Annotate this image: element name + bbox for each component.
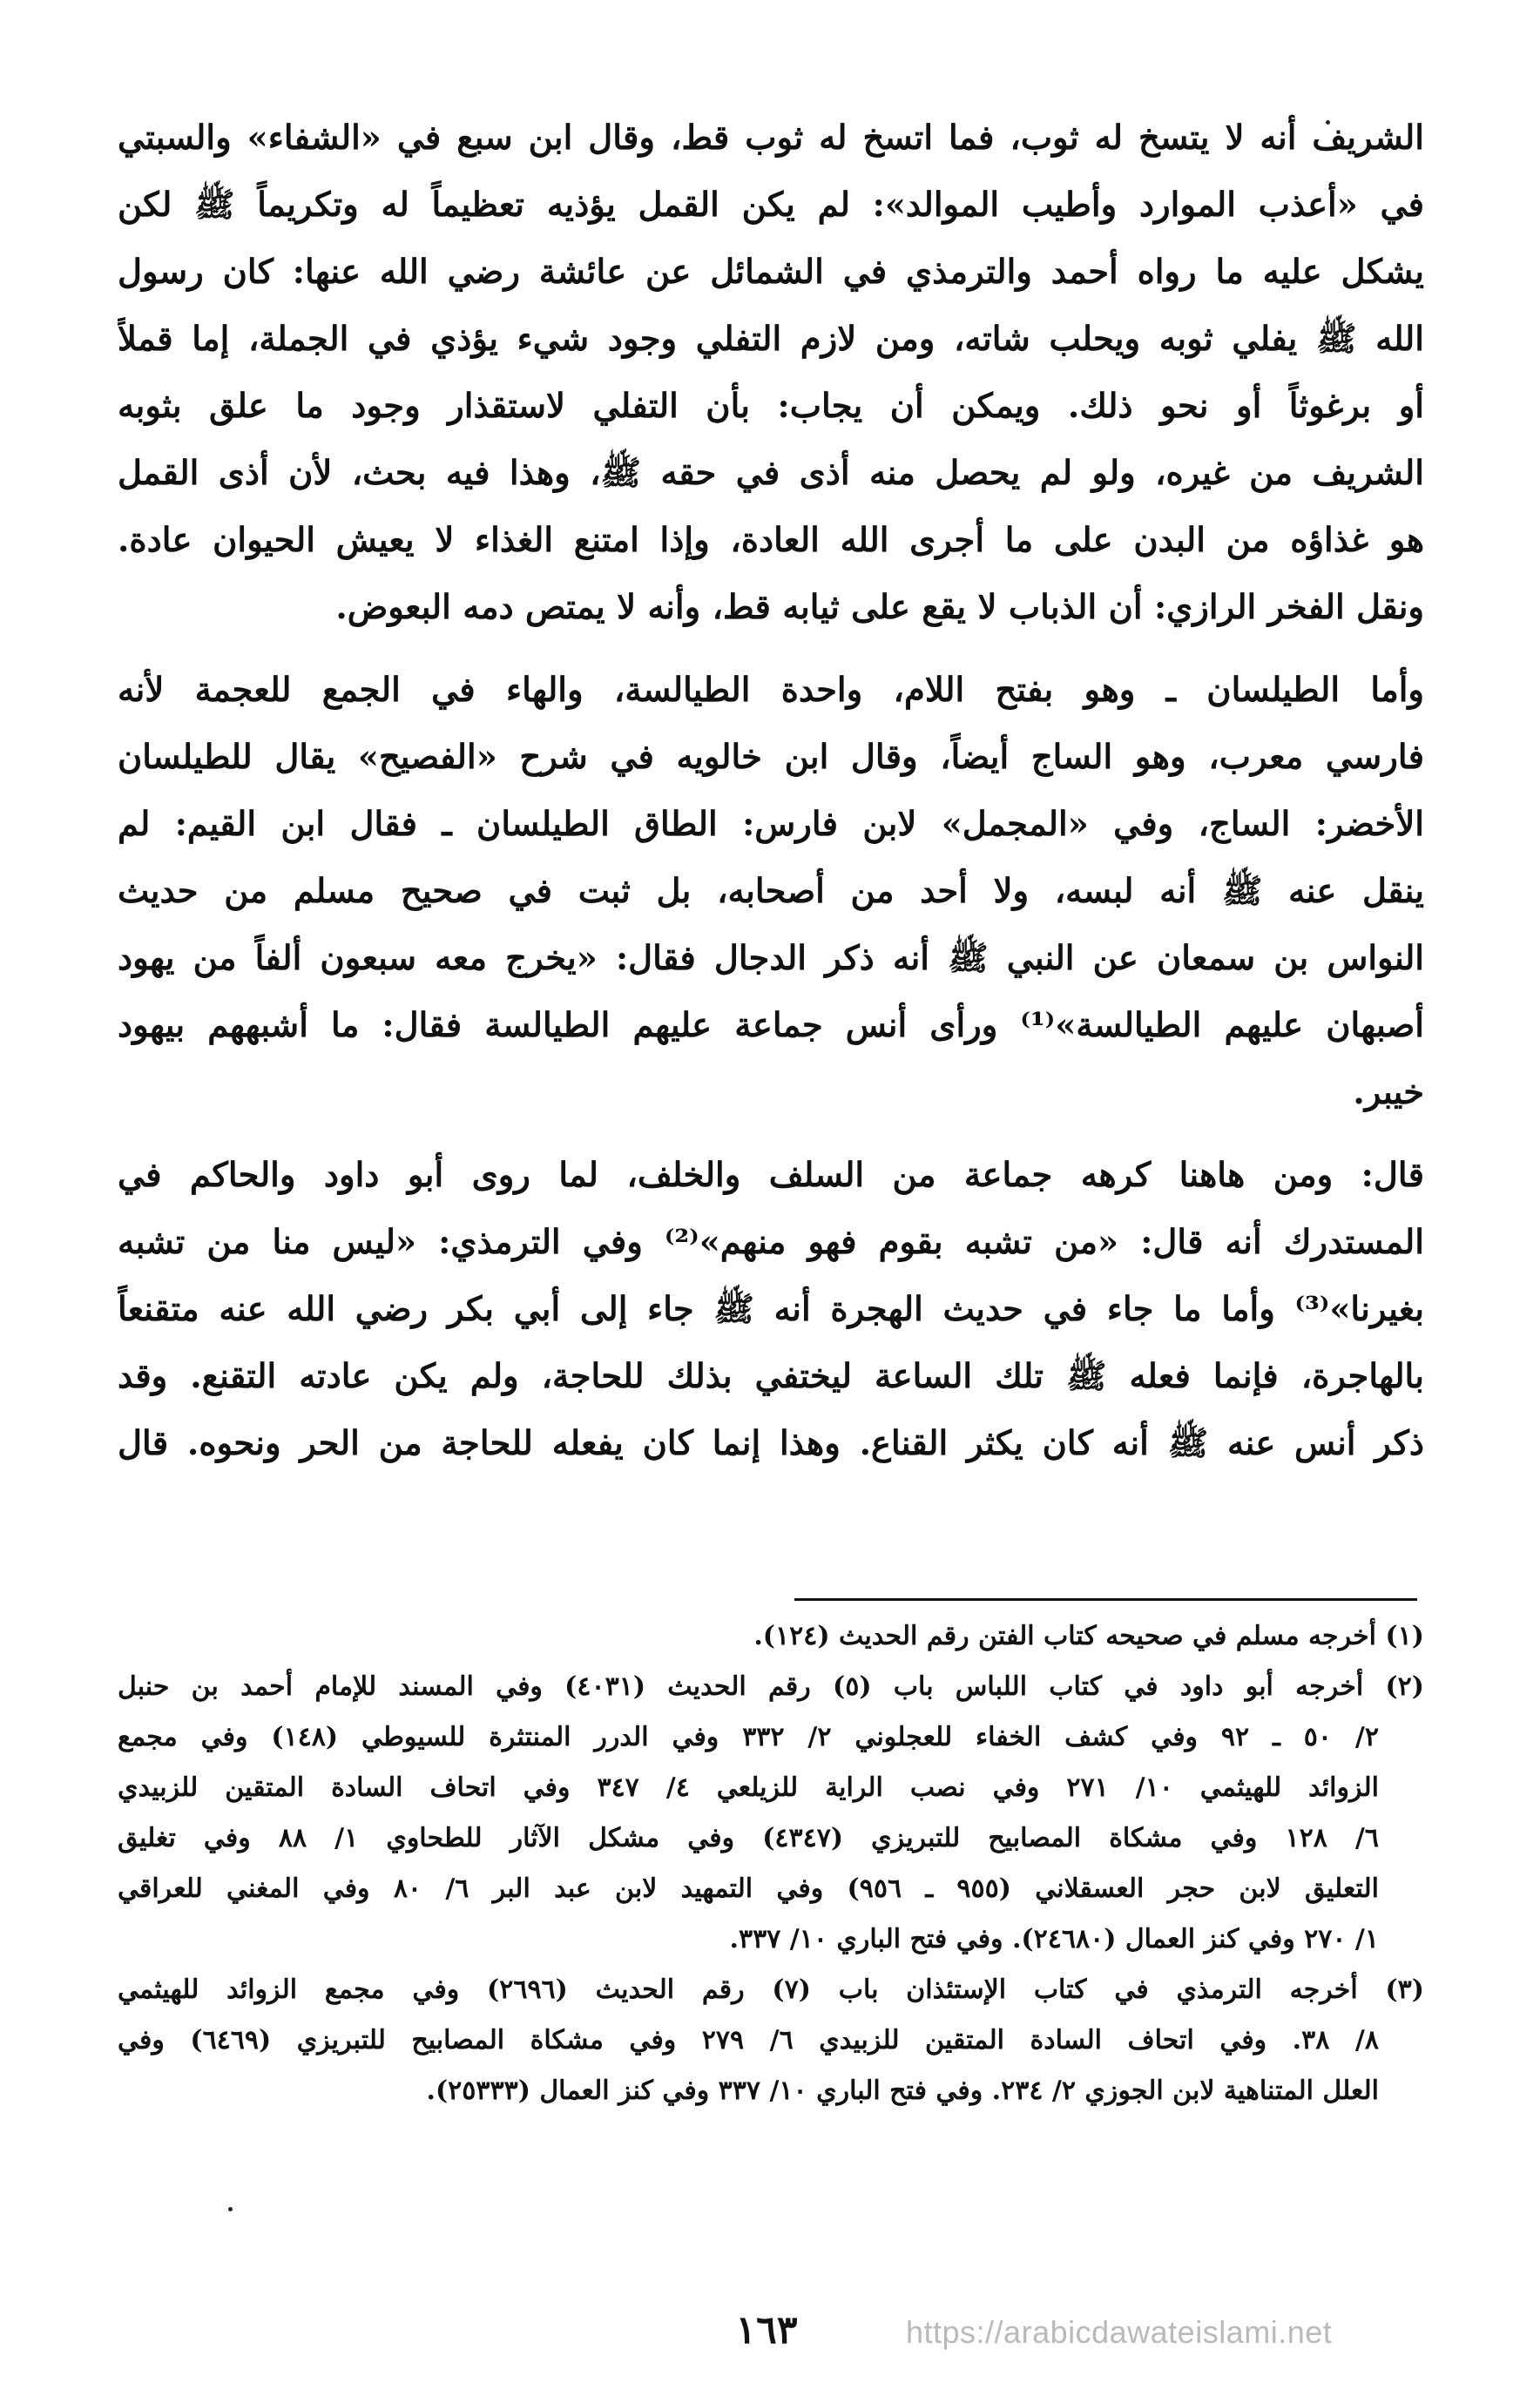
footnote-line: (٣) أخرجه الترمذي في كتاب الإستئذان باب (٧) رقم الحديث (٢٦٩٦) وفي مجمع الزوائد للهيثمي [118, 1974, 1424, 2005]
text-line: أصبهان عليهم الطيالسة»⁽¹⁾ ورأى أنس جماعة عليهم الطيالسة فقال: ما أشبههم بيهود [118, 1006, 1424, 1045]
text-line: النواس بن سمعان عن النبي ﷺ أنه ذكر الدجال فقال: «يخرج معه سبعون ألفاً من يهود [118, 939, 1424, 978]
footnote-line: ٨/ ٣٨. وفي اتحاف السادة المتقين للزبيدي ٦/ ٢٧٩ وفي مشكاة المصابيح للتبريزي (٦٤٦٩) وفي [118, 2025, 1379, 2055]
text-line: الشريف أنه لا يتسخ له ثوب، فما اتسخ له ثوب قط، وقال ابن سبع في «الشفاء» والسبتي [118, 118, 1424, 158]
text-line: خيبر. [1353, 1073, 1424, 1112]
text-line: هو غذاؤه من البدن على ما أجرى الله العادة، وإذا امتنع الغذاء لا يعيش الحيوان عادة. [118, 521, 1424, 560]
watermark-url: https://arabicdawateislami.net [906, 2314, 1333, 2350]
text-line: أو برغوثاً أو نحو ذلك. ويمكن أن يجاب: بأن التفلي لاستقذار وجود ما علق بثوبه [118, 387, 1424, 426]
page-number: ١٦٣ [735, 2308, 798, 2352]
footnote-line: ٦/ ١٢٨ وفي مشكاة المصابيح للتبريزي (٤٣٤٧) وفي مشكل الآثار للطحاوي ١/ ٨٨ وفي تغليق [118, 1823, 1379, 1853]
text-line: الله ﷺ يفلي ثوبه ويحلب شاته، ومن لازم التفلي وجود شيء يؤذي في الجملة، إما قملاً [118, 320, 1424, 359]
text-line: المستدرك أنه قال: «من تشبه بقوم فهو منهم»⁽²⁾ وفي الترمذي: «ليس منا من تشبه [118, 1223, 1424, 1262]
footnote-divider [794, 1598, 1417, 1601]
footnote-line: (٢) أخرجه أبو داود في كتاب اللباس باب (٥) رقم الحديث (٤٠٣١) وفي المسند للإمام أحمد بن حنبل [118, 1671, 1424, 1702]
text-line: الأخضر: الساج، وفي «المجمل» لابن فارس: الطاق الطيلسان ـ فقال ابن القيم: لم [118, 805, 1424, 844]
text-line: يشكل عليه ما رواه أحمد والترمذي في الشمائل عن عائشة رضي الله عنها: كان رسول [118, 253, 1424, 292]
text-line: قال: ومن هاهنا كرهه جماعة من السلف والخلف، لما روى أبو داود والحاكم في [118, 1156, 1424, 1195]
footnote-line: الزوائد للهيثمي ١٠/ ٢٧١ وفي نصب الراية للزيلعي ٤/ ٣٤٧ وفي اتحاف السادة المتقين للزبيدي [118, 1772, 1380, 1803]
text-line: ينقل عنه ﷺ أنه لبسه، ولا أحد من أصحابه، بل ثبت في صحيح مسلم من حديث [118, 872, 1424, 911]
text-line: ذكر أنس عنه ﷺ أنه كان يكثر القناع. وهذا إنما كان يفعله للحاجة من الحر ونحوه. قال [118, 1424, 1424, 1463]
footnote-line: ٢/ ٥٠ ـ ٩٢ وفي كشف الخفاء للعجلوني ٢/ ٣٣٢ وفي الدرر المنتثرة للسيوطي (١٤٨) وفي مجمع [118, 1722, 1379, 1752]
text-line: في «أعذب الموارد وأطيب الموالد»: لم يكن القمل يؤذيه تعظيماً له وتكريماً ﷺ لكن [118, 186, 1424, 225]
ink-speck [228, 2207, 233, 2211]
footnote-line: التعليق لابن حجر العسقلاني (٩٥٥ ـ ٩٥٦) وفي التمهيد لابن عبد البر ٦/ ٨٠ وفي المغني للعراقي [118, 1873, 1379, 1904]
main-text [118, 105, 1424, 1477]
footnote-line: ١/ ٢٧٠ وفي كنز العمال (٢٤٦٨٠). وفي فتح الباري ١٠/ ٣٣٧. [729, 1924, 1379, 1954]
text-line: بالهاجرة، فإنما فعله ﷺ تلك الساعة ليختفي بذلك للحاجة، ولم يكن عادته التقنع. وقد [118, 1357, 1424, 1396]
text-line: ونقل الفخر الرازي: أن الذباب لا يقع على ثيابه قط، وأنه لا يمتص دمه البعوض. [335, 588, 1424, 627]
text-line: الشريف من غيره، ولو لم يحصل منه أذى في حقه ﷺ، وهذا فيه بحث، لأن أذى القمل [118, 454, 1424, 493]
footnote-line: العلل المتناهية لابن الجوزي ٢/ ٢٣٤. وفي فتح الباري ١٠/ ٣٣٧ وفي كنز العمال (٢٥٣٣٣). [426, 2076, 1379, 2106]
text-line: فارسي معرب، وهو الساج أيضاً، وقال ابن خالويه في شرح «الفصيح» يقال للطيلسان [118, 738, 1424, 777]
text-line: وأما الطيلسان ـ وهو بفتح اللام، واحدة الطيالسة، والهاء في الجمع للعجمة لأنه [118, 671, 1424, 710]
footnotes [118, 1611, 1424, 2116]
text-line: بغيرنا»⁽³⁾ وأما ما جاء في حديث الهجرة أنه ﷺ جاء إلى أبي بكر رضي الله عنه متقنعاً [118, 1290, 1424, 1329]
footnote-line: (١) أخرجه مسلم في صحيحه كتاب الفتن رقم الحديث (١٢٤). [753, 1621, 1424, 1651]
